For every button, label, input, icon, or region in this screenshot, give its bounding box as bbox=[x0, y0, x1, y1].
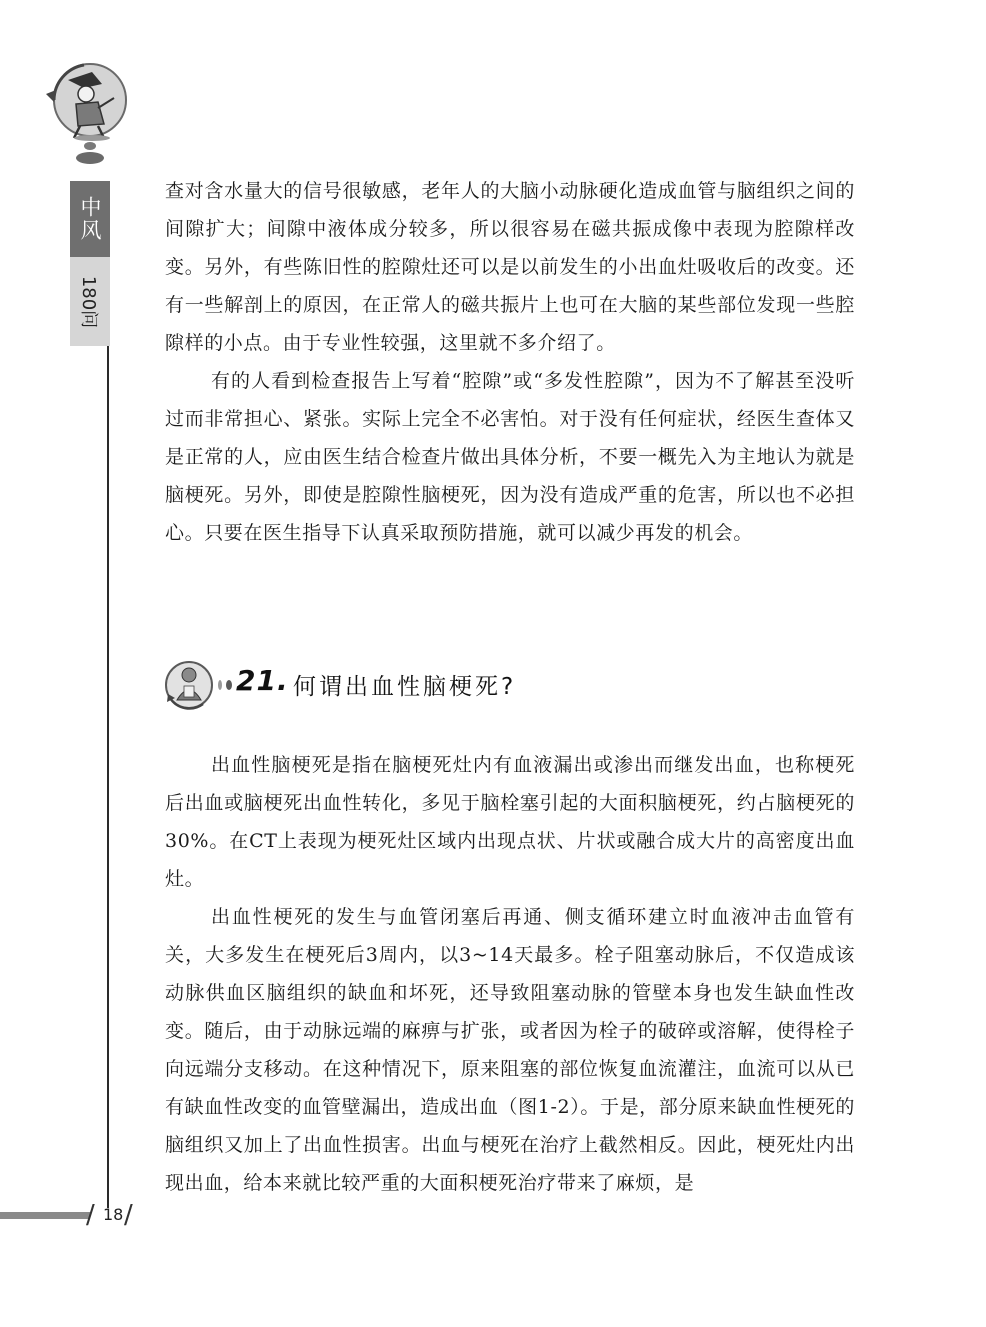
paragraph: 出血性梗死的发生与血管闭塞后再通、侧支循环建立时血液冲击血管有关，大多发生在梗死后3周内，以3~14天最多。栓子阻塞动脉后，不仅造成该动脉供血区脑组织的缺血和坏死，还导致阻塞动脉的管壁本身也发生缺血性改变。随后，由于动脉远端的麻痹与扩张，或者因为栓子的破碎或溶解，使得栓子向远端分支移动。在这种情况下，原来阻塞的部位恢复血流灌注，血流可以从已有缺血性改变的血管壁漏出，造成出血（图1-2）。于是，部分原来缺血性梗死的脑组织又加上了出血性损害。出血与梗死在治疗上截然相反。因此，梗死灶内出现出血，给本来就比较严重的大面积梗死治疗带来了麻烦，是 bbox=[165, 906, 855, 1194]
body-text-bottom bbox=[165, 746, 855, 1202]
heading-dots-icon bbox=[215, 678, 237, 692]
side-tab bbox=[70, 181, 110, 346]
paragraph: 查对含水量大的信号很敏感，老年人的大脑小动脉硬化造成血管与脑组织之间的间隙扩大；间隙中液体成分较多，所以很容易在磁共振成像中表现为腔隙样改变。另外，有些陈旧性的腔隙灶还可以是以前发生的小出血灶吸收后的改变。还有一些解剖上的原因，在正常人的磁共振片上也可在大脑的某些部位发现一些腔隙样的小点。由于专业性较强，这里就不多介绍了。 bbox=[165, 180, 855, 354]
book-title: 中风 bbox=[70, 181, 110, 257]
section-title: 何谓出血性脑梗死? bbox=[293, 674, 517, 700]
body-text-top bbox=[165, 172, 855, 552]
book-subtitle bbox=[70, 257, 110, 346]
page-bar bbox=[0, 1212, 90, 1219]
section-heading bbox=[163, 658, 863, 718]
cartoon-figure-icon bbox=[40, 58, 140, 170]
section-number: 21. bbox=[236, 664, 289, 697]
page-slash-right: / bbox=[124, 1200, 133, 1230]
book-subtitle-text: 180问 bbox=[78, 275, 100, 328]
paragraph: 出血性脑梗死是指在脑梗死灶内有血液漏出或渗出而继发出血，也称梗死后出血或脑梗死出血性转化，多见于脑栓塞引起的大面积脑梗死，约占脑梗死的30%。在CT上表现为梗死灶区域内出现点状、片状或融合成大片的高密度出血灶。 bbox=[165, 754, 855, 890]
paragraph: 有的人看到检查报告上写着“腔隙”或“多发性腔隙”，因为不了解甚至没听过而非常担心、紧张。实际上完全不必害怕。对于没有任何症状，经医生查体又是正常的人，应由医生结合检查片做出具体分析，不要一概先入为主地认为就是脑梗死。另外，即使是腔隙性脑梗死，因为没有造成严重的危害，所以也不必担心。只要在医生指导下认真采取预防措施，就可以减少再发的机会。 bbox=[165, 370, 855, 544]
page-slash-left: / bbox=[86, 1200, 95, 1230]
page-number: 18 bbox=[103, 1205, 124, 1224]
margin-rule bbox=[107, 346, 109, 1208]
doctor-portrait-icon bbox=[163, 658, 215, 712]
